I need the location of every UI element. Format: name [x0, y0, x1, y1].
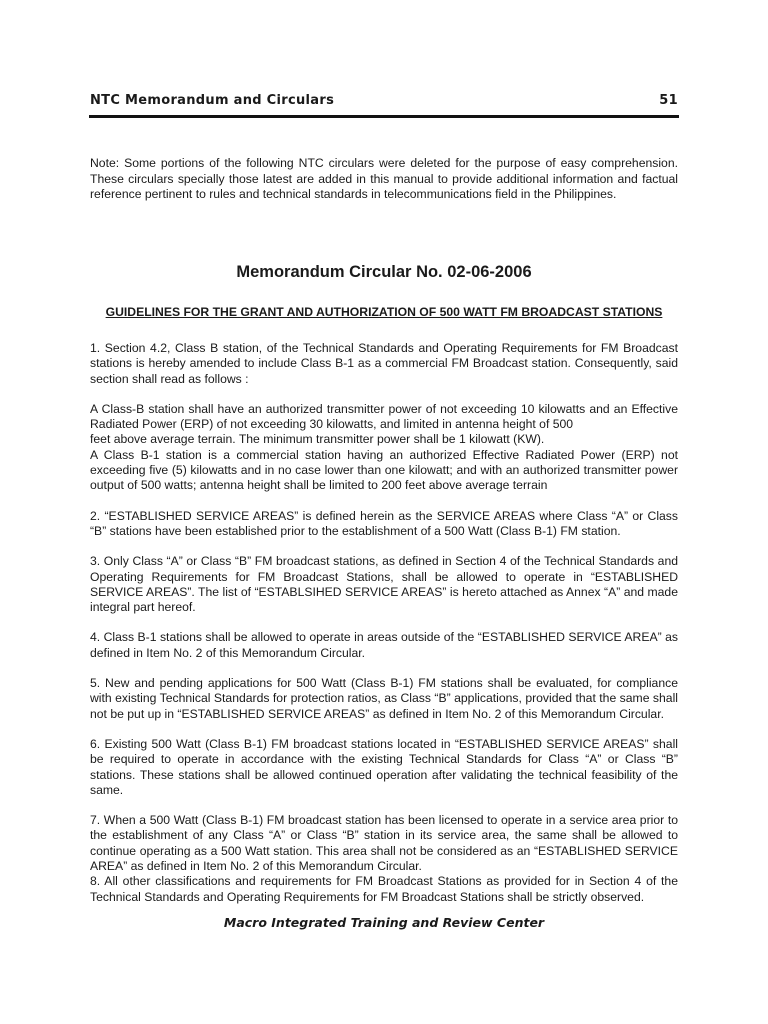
paragraph-5: 5. New and pending applications for 500 Watt (Class B-1) FM stations shall be evaluated, for compliance with existing Technical Standards for protection ratios, as Class “B” applications, provided that the same shall not be put up in “ESTABLISHED SERVICE AREAS” as defined in Item No. 2 of this Memorandum Circular.: [90, 676, 678, 721]
paragraph-8: 8. All other classifications and requirements for FM Broadcast Stations as provided for in Section 4 of the Technical Standards and Operating Requirements for FM Broadcast Stations shall be strictly observed.: [90, 874, 678, 904]
header-rule: [89, 115, 679, 118]
paragraph-2: 2. “ESTABLISHED SERVICE AREAS” is defined herein as the SERVICE AREAS where Class “A” or Class “B” stations have been established prior to the establishment of a 500 Watt (Class B-1) FM station.: [90, 508, 678, 538]
body-text: [90, 341, 678, 905]
document-subtitle: GUIDELINES FOR THE GRANT AND AUTHORIZATION OF 500 WATT FM BROADCAST STATIONS: [105, 305, 663, 319]
paragraph-1a: [90, 402, 678, 448]
paragraph-6: 6. Existing 500 Watt (Class B-1) FM broadcast stations located in “ESTABLISHED SERVICE AREAS” shall be required to operate in accordance with the existing Technical Standards for Class “A” or Class “B” stations. These stations shall be allowed continued operation after validating the technical feasibility of the same.: [90, 736, 678, 797]
page-number: 51: [659, 93, 678, 108]
document-title: Memorandum Circular No. 02-06-2006: [236, 263, 532, 281]
paragraph-1a-line-2: feet above average terrain. The minimum transmitter power shall be 1 kilowatt (KW).: [90, 432, 545, 447]
paragraph-1: 1. Section 4.2, Class B station, of the Technical Standards and Operating Requirements for FM Broadcast stations is hereby amended to include Class B-1 as a commercial FM Broadcast station. Consequently, said section shall read as follows :: [90, 341, 678, 386]
paragraph-4: 4. Class B-1 stations shall be allowed to operate in areas outside of the “ESTABLISHED SERVICE AREA” as defined in Item No. 2 of this Memorandum Circular.: [90, 630, 678, 660]
note-paragraph: Note: Some portions of the following NTC circulars were deleted for the purpose of easy comprehension. These circulars specially those latest are added in this manual to provide additional information and factual reference pertinent to rules and technical standards in telecommunications field in the Philippines.: [90, 156, 678, 201]
paragraph-7: 7. When a 500 Watt (Class B-1) FM broadcast station has been licensed to operate in a service area prior to the establishment of any Class “A” or Class “B” station in its service area, the same shall be allowed to continue operating as a 500 Watt station. This area shall not be considered as an “ESTABLISHED SERVICE AREA” as defined in Item No. 2 of this Memorandum Circular.: [90, 813, 678, 874]
header-title: NTC Memorandum and Circulars: [90, 93, 335, 108]
paragraph-3: 3. Only Class “A” or Class “B” FM broadcast stations, as defined in Section 4 of the Technical Standards and Operating Requirements for FM Broadcast Stations, shall be allowed to operate in “ESTABLISHED SERVICE AREAS”. The list of “ESTABLSIHED SERVICE AREAS” is hereto attached as Annex “A” and made integral part hereof.: [90, 554, 678, 615]
running-header: [90, 93, 678, 108]
paragraph-1a-line-1: A Class-B station shall have an authorized transmitter power of not exceeding 10 kilowatts and an Effective Radiated Power (ERP) of not exceeding 30 kilowatts, and limited in antenna height of 500: [90, 401, 678, 432]
running-footer: Macro Integrated Training and Review Center: [223, 915, 545, 930]
paragraph-1b: A Class B-1 station is a commercial station having an authorized Effective Radiated Power (ERP) not exceeding five (5) kilowatts and in no case lower than one kilowatt; and with an authorized transmitter power output of 500 watts; antenna height shall be limited to 200 feet above average terrain: [90, 447, 678, 493]
